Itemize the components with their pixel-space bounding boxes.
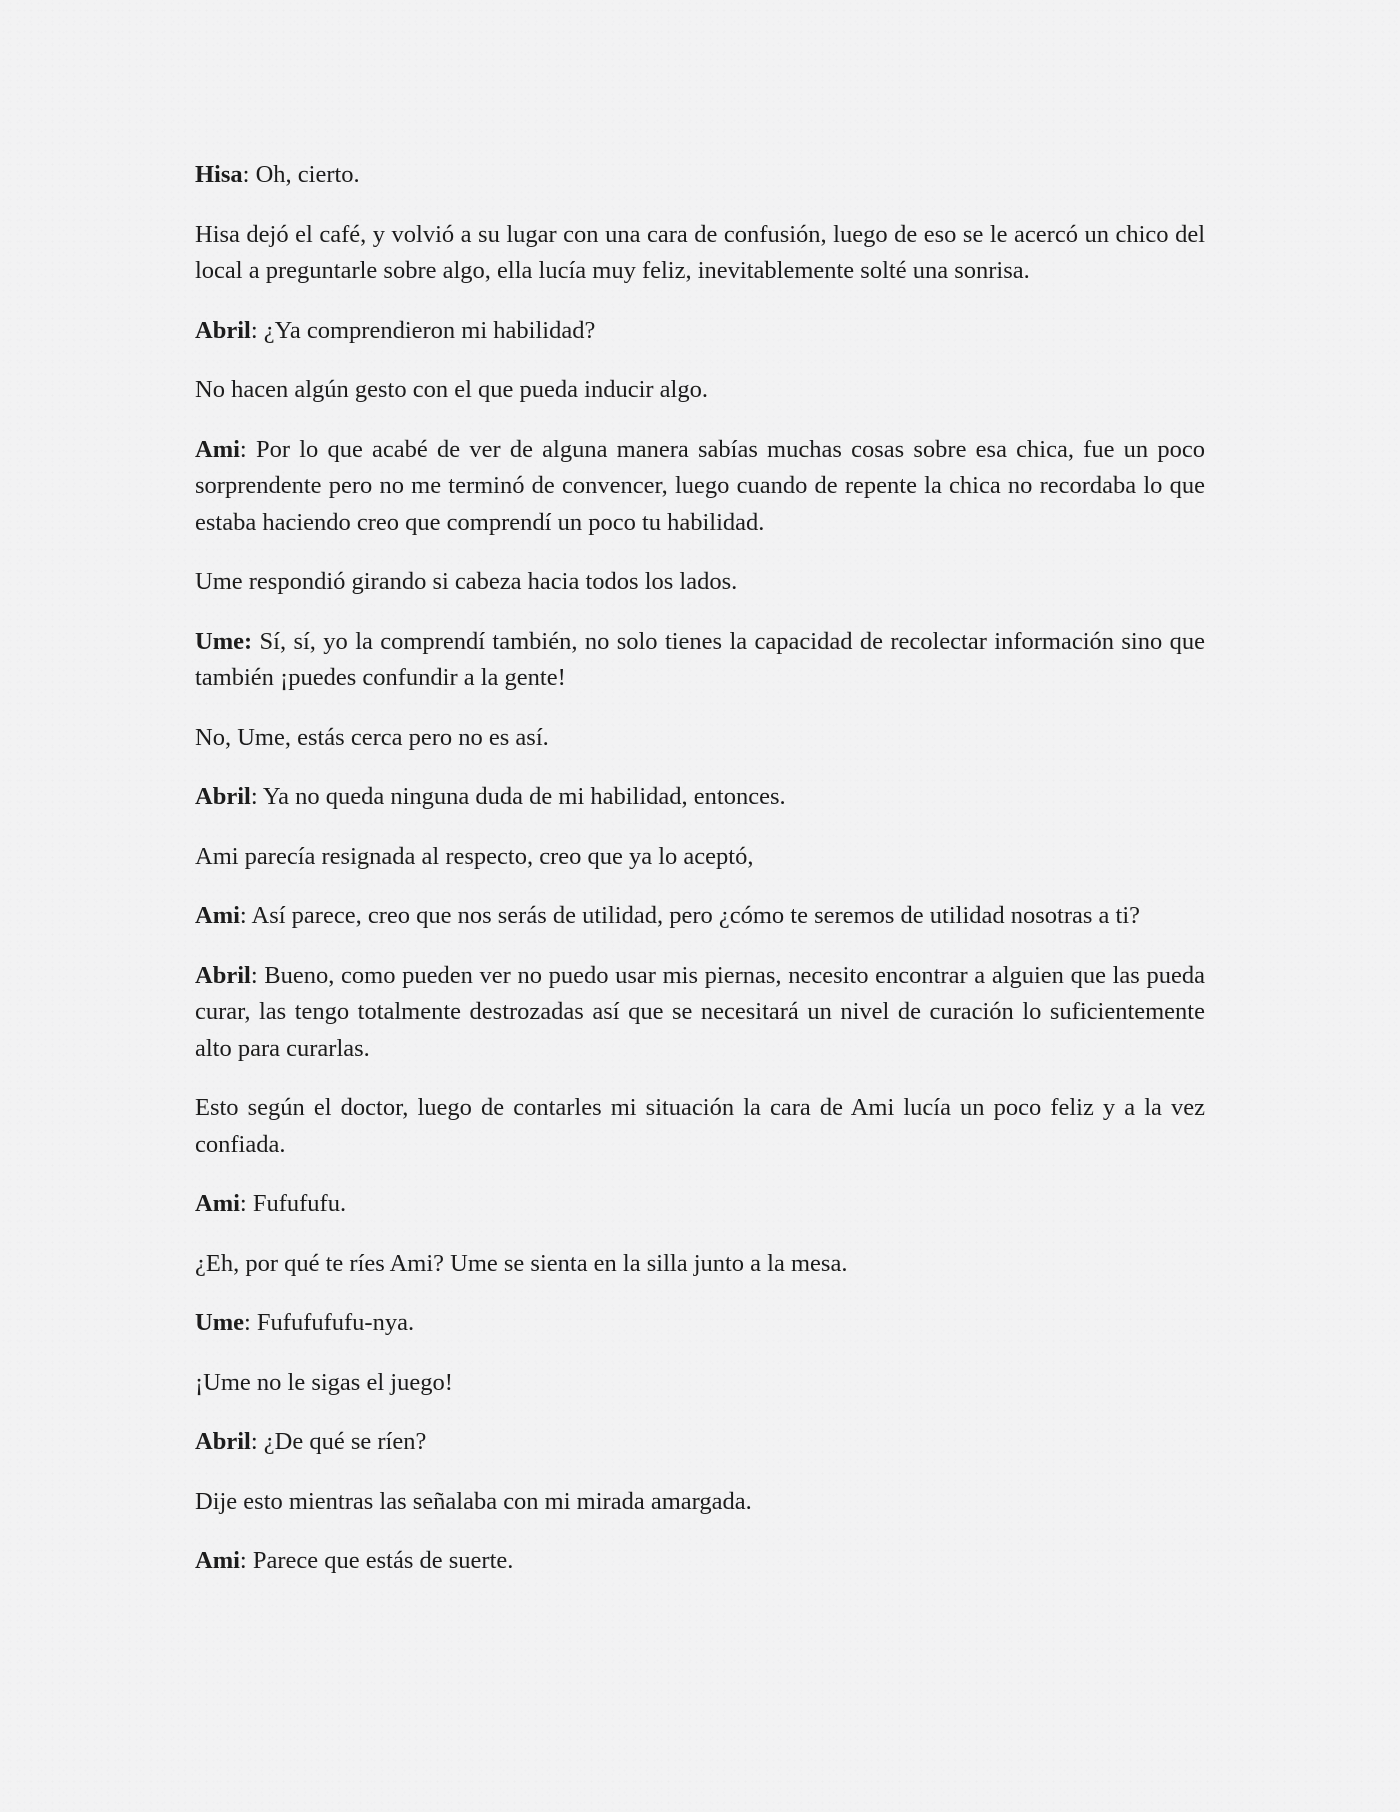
speaker-name: Ami <box>195 902 240 929</box>
document-page <box>195 157 1205 1603</box>
narration-paragraph <box>195 1090 1205 1163</box>
paragraph-text: No hacen algún gesto con el que pueda inducir algo. <box>195 376 708 403</box>
speaker-separator: : <box>242 161 250 188</box>
speaker-name: Ami <box>195 1547 240 1574</box>
speaker-name: Ume: <box>195 627 253 655</box>
paragraph-text: ¿De qué se ríen? <box>257 1428 427 1455</box>
paragraph-text: Parece que estás de suerte. <box>246 1547 514 1574</box>
dialogue-line <box>195 1186 1205 1223</box>
paragraph-text: ¿Ya comprendieron mi habilidad? <box>257 316 596 344</box>
speaker-name: Ami <box>195 1190 240 1217</box>
narration-paragraph <box>195 564 1205 601</box>
paragraph-text: ¿Eh, por qué te ríes Ami? Ume se sienta en la silla junto a la mesa. <box>195 1249 848 1277</box>
speaker-name: Ume <box>195 1309 244 1336</box>
paragraph-text: Fufufufufu-nya. <box>250 1309 415 1336</box>
speaker-separator: : <box>250 316 258 344</box>
narration-paragraph <box>195 839 1205 876</box>
dialogue-line <box>195 624 1205 697</box>
speaker-name: Ami <box>195 435 240 463</box>
paragraph-text: Dije esto mientras las señalaba con mi mirada amargada. <box>195 1487 752 1515</box>
narration-paragraph <box>195 372 1205 409</box>
paragraph-text: Oh, cierto. <box>249 161 360 188</box>
paragraph-text: No, Ume, estás cerca pero no es así. <box>195 723 549 751</box>
speaker-name: Abril <box>195 783 251 810</box>
speaker-separator: : <box>239 1190 247 1217</box>
dialogue-line <box>195 779 1205 816</box>
speaker-name: Abril <box>195 1428 251 1455</box>
dialogue-line <box>195 1543 1205 1580</box>
speaker-separator: : <box>243 1309 251 1336</box>
speaker-separator: : <box>250 1428 258 1455</box>
paragraph-text: ¡Ume no le sigas el juego! <box>195 1368 453 1396</box>
narration-paragraph <box>195 1246 1205 1283</box>
paragraph-text: Ume respondió girando si cabeza hacia todos los lados. <box>195 568 738 595</box>
speaker-separator: : <box>239 902 247 929</box>
speaker-separator: : <box>250 961 258 989</box>
dialogue-line <box>195 157 1205 194</box>
speaker-separator: : <box>239 435 247 463</box>
speaker-separator: : <box>239 1547 247 1574</box>
narration-paragraph <box>195 1365 1205 1402</box>
paragraph-text: Bueno, como pueden ver no puedo usar mis piernas, necesito encontrar a alguien que las pueda curar, las tengo totalmente destrozadas así que se necesitará un nivel de curación lo suficientemente alto para curarlas. <box>195 961 1205 1062</box>
dialogue-line <box>195 958 1205 1068</box>
dialogue-line <box>195 1424 1205 1461</box>
speaker-name: Abril <box>195 316 251 344</box>
paragraph-text: Sí, sí, yo la comprendí también, no solo tienes la capacidad de recolectar información sino que también ¡puedes confundir a la gente! <box>195 627 1205 691</box>
paragraph-text: Hisa dejó el café, y volvió a su lugar con una cara de confusión, luego de eso se le acercó un chico del local a preguntarle sobre algo, ella lucía muy feliz, inevitablemente solté una sonrisa. <box>195 220 1205 284</box>
dialogue-line <box>195 313 1205 350</box>
narration-paragraph <box>195 1484 1205 1521</box>
paragraph-text: Ya no queda ninguna duda de mi habilidad, entonces. <box>257 783 786 810</box>
speaker-separator: : <box>250 783 258 810</box>
paragraph-text: Fufufufu. <box>246 1190 347 1217</box>
narration-paragraph <box>195 217 1205 290</box>
paragraph-text: Esto según el doctor, luego de contarles mi situación la cara de Ami lucía un poco feliz y a la vez confiada. <box>195 1094 1205 1158</box>
speaker-name: Hisa <box>195 161 243 188</box>
paragraph-text: Por lo que acabé de ver de alguna manera sabías muchas cosas sobre esa chica, fue un poco sorprendente pero no me terminó de convencer, luego cuando de repente la chica no recordaba lo que estaba haciendo creo que comprendí un poco tu habilidad. <box>195 435 1205 536</box>
dialogue-line <box>195 1305 1205 1342</box>
paragraph-text: Así parece, creo que nos serás de utilidad, pero ¿cómo te seremos de utilidad nosotras a ti? <box>246 902 1141 929</box>
dialogue-line <box>195 898 1205 935</box>
narration-paragraph <box>195 720 1205 757</box>
paragraph-text: Ami parecía resignada al respecto, creo que ya lo aceptó, <box>195 842 754 870</box>
speaker-name: Abril <box>195 961 251 989</box>
dialogue-line <box>195 432 1205 542</box>
